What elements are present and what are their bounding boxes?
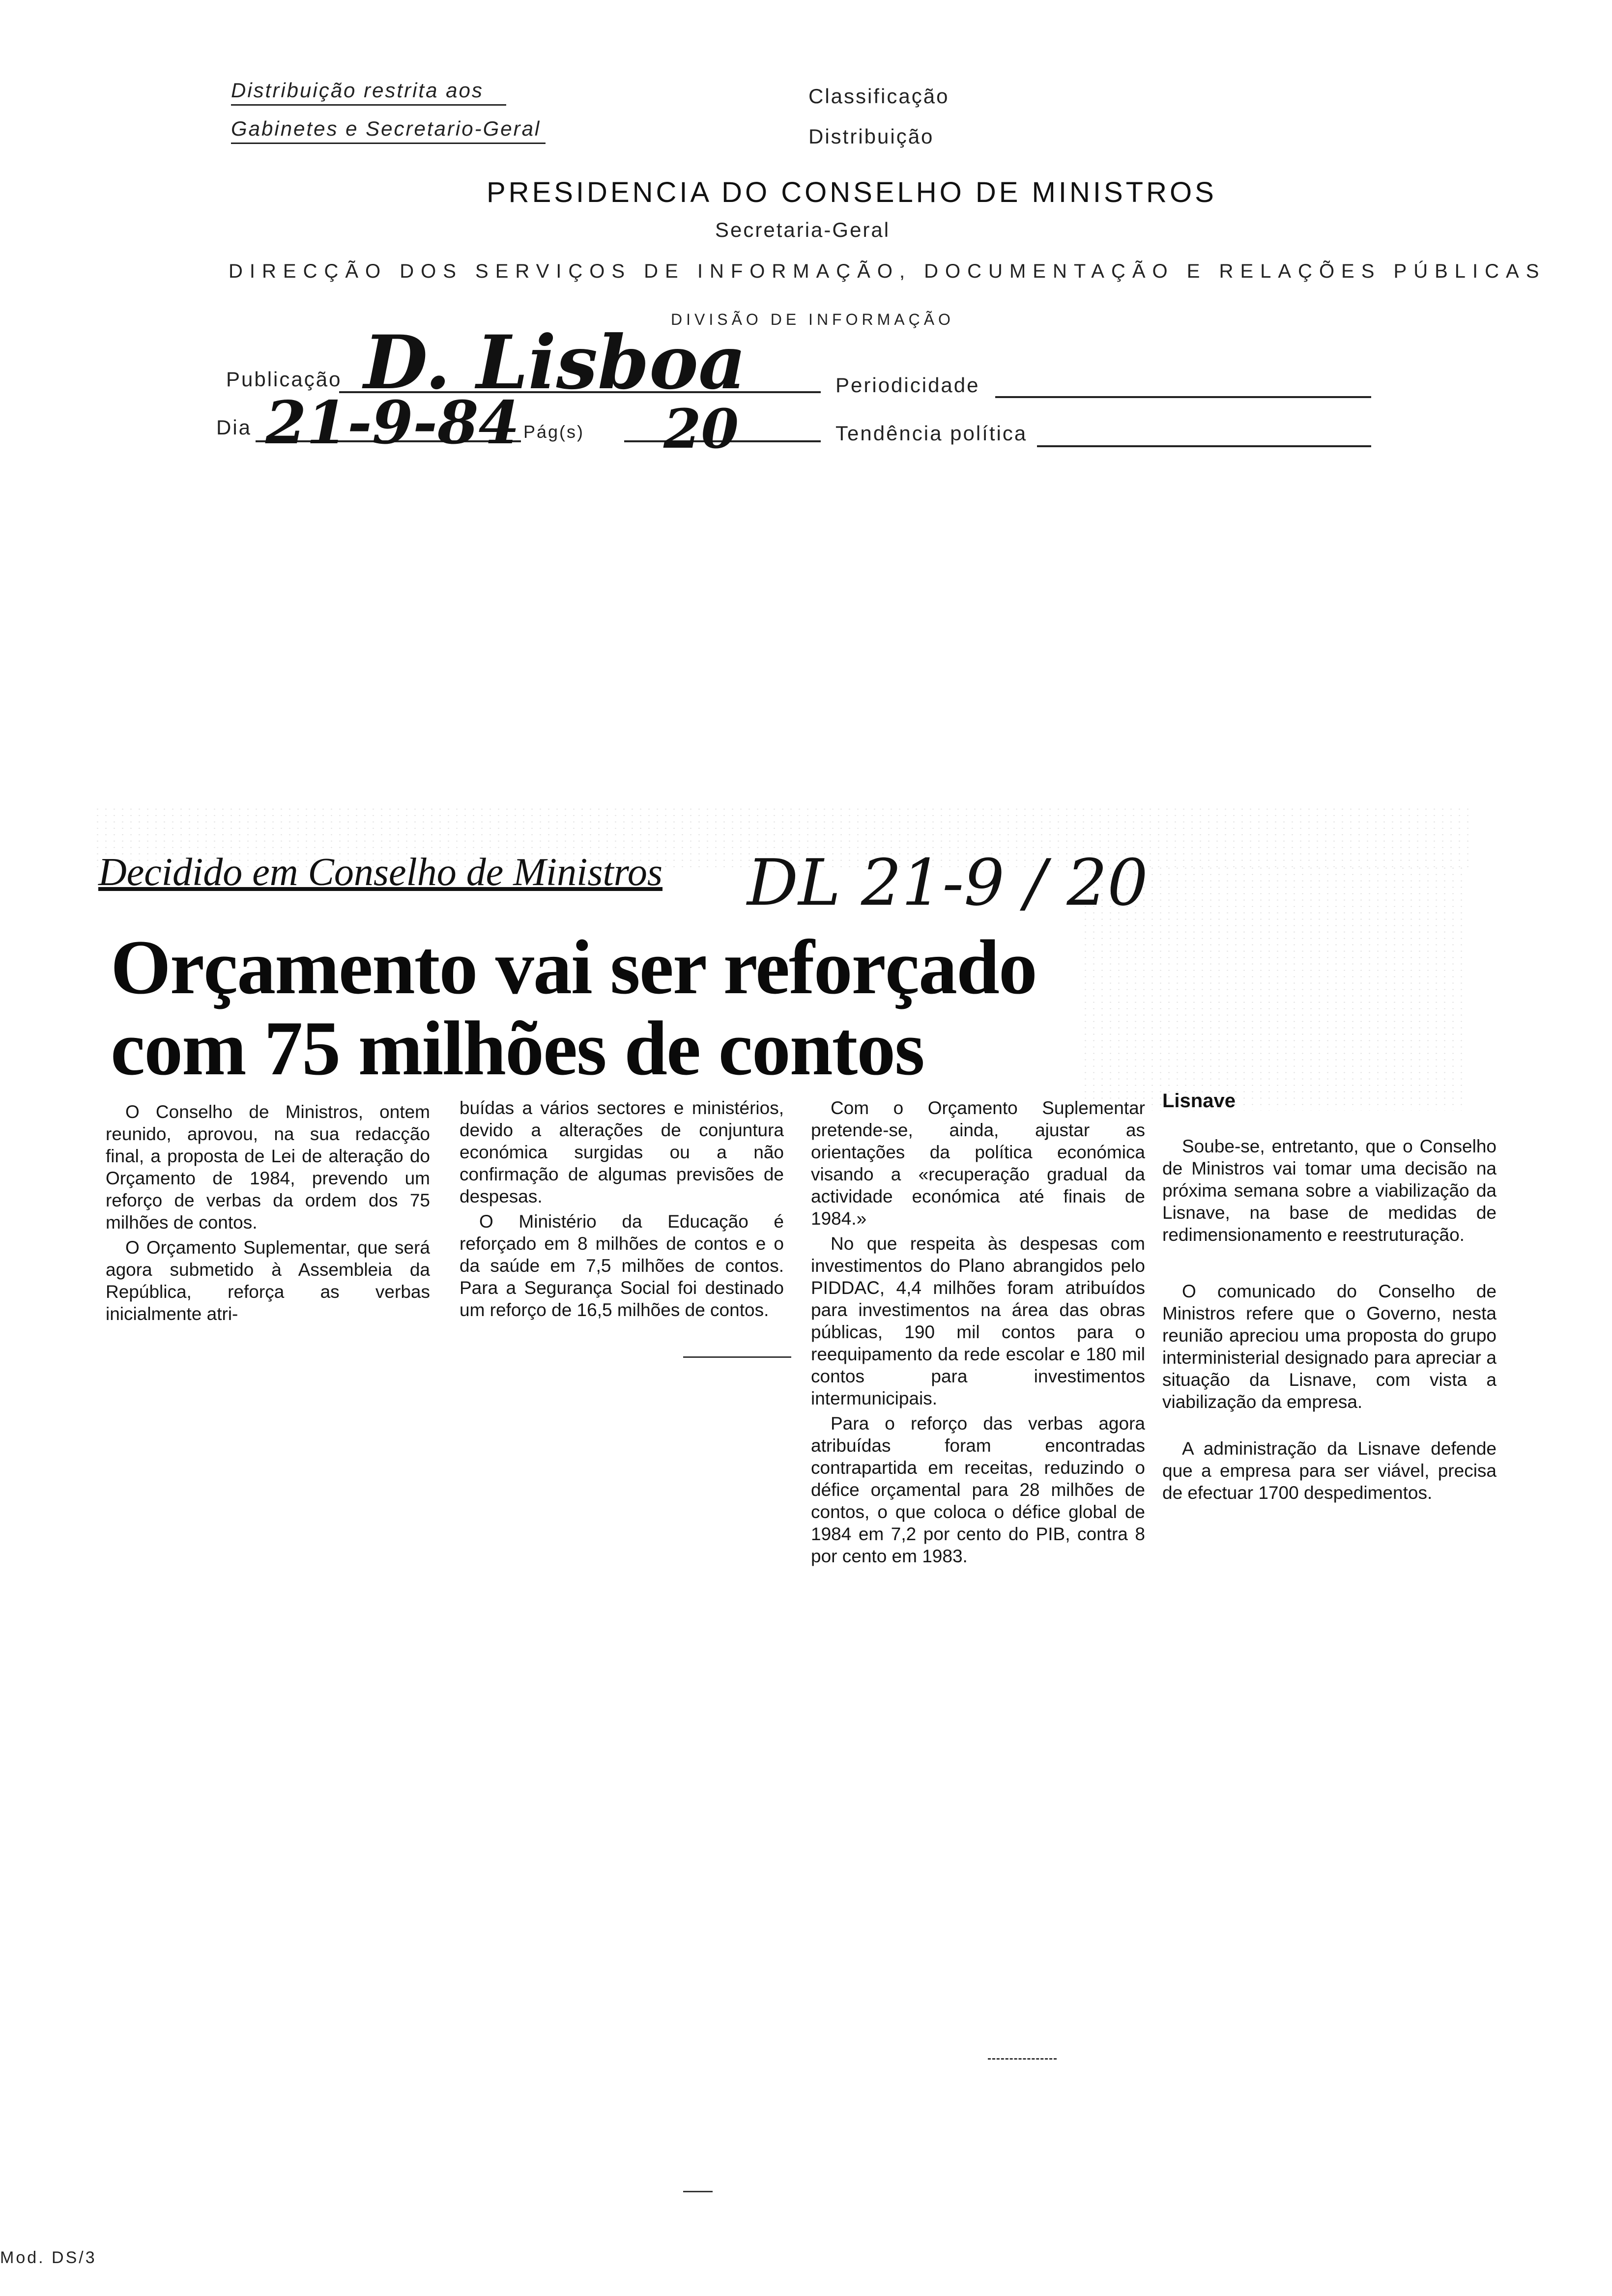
col2-paragraph-2: O Ministério da Educação é reforçado em 8 milhões de contos e o da saúde em 7,5 milhões de contos. Para a Segurança Social foi destinado um reforço de 16,5 milhões de contos. bbox=[460, 1211, 784, 1320]
headline-line1: Orçamento vai ser reforçado bbox=[111, 924, 1036, 1010]
division-line: DIVISÃO DE INFORMAÇÃO bbox=[671, 311, 954, 328]
department-line: DIRECÇÃO DOS SERVIÇOS DE INFORMAÇÃO, DOCUMENTAÇÃO E RELAÇÕES PÚBLICAS bbox=[229, 260, 1546, 282]
day-handwritten: 21-9-84 bbox=[265, 388, 520, 458]
distribution-label: Distribuição bbox=[808, 125, 934, 148]
article-column-4 bbox=[1162, 1135, 1497, 1507]
stray-mark-1 bbox=[988, 2058, 1057, 2060]
publication-handwritten: D. Lisboa bbox=[364, 319, 747, 406]
col1-paragraph-1: O Conselho de Ministros, ontem reunido, aprovou, na sua redacção final, a proposta de Lei de alteração do Orçamento de 1984, prevendo um reforço de verbas da ordem dos 75 milhões de contos. bbox=[106, 1102, 430, 1233]
article-column-1 bbox=[106, 1101, 430, 1328]
day-label: Dia bbox=[216, 416, 252, 439]
col3-paragraph-2: No que respeita às despesas com investimentos do Plano abrangidos pelo PIDDAC, 4,4 milhões foram atribuídos para investimentos na área das obras públicas, 190 mil contos para o reequipamento da rede escolar e 180 mil contos para investimentos intermunicipais. bbox=[811, 1234, 1145, 1408]
handwritten-reference: DL 21-9 / 20 bbox=[747, 845, 1148, 920]
col4-paragraph-3: A administração da Lisnave defende que a empresa para ser viável, precisa de efectuar 1700 despedimentos. bbox=[1162, 1438, 1497, 1503]
col1-paragraph-2: O Orçamento Suplementar, que será agora submetido à Assembleia da República, reforça as verbas inicialmente atri- bbox=[106, 1237, 430, 1324]
col3-paragraph-3: Para o reforço das verbas agora atribuídas foram encontradas contrapartida em receitas, reduzindo o défice orçamental para 28 milhões de contos, o que coloca o défice global de 1984 em 7,2 por cento do PIB, contra 8 por cento em 1983. bbox=[811, 1413, 1145, 1566]
article-column-3 bbox=[811, 1097, 1145, 1570]
classification-label: Classificação bbox=[808, 85, 950, 108]
col4-paragraph-2: O comunicado do Conselho de Ministros refere que o Governo, nesta reunião apreciou uma proposta do grupo interministerial designado para apreciar a situação da Lisnave, com vista a viabilização da empresa. bbox=[1162, 1281, 1497, 1412]
col4-paragraph-1: Soube-se, entretanto, que o Conselho de Ministros vai tomar uma decisão na próxima semana sobre a viabilização da Lisnave, na base de medidas de redimensionamento e reestruturação. bbox=[1162, 1136, 1497, 1245]
org-subtitle: Secretaria-Geral bbox=[715, 218, 891, 241]
org-title: PRESIDENCIA DO CONSELHO DE MINISTROS bbox=[487, 176, 1217, 208]
column-2-end-rule bbox=[683, 1356, 791, 1358]
distribution-note-line1: Distribuição restrita aos bbox=[231, 79, 506, 106]
political-field-line bbox=[1037, 445, 1371, 447]
lisnave-subheading: Lisnave bbox=[1162, 1090, 1236, 1112]
pages-label: Pág(s) bbox=[523, 422, 585, 442]
article-kicker: Decidido em Conselho de Ministros bbox=[98, 851, 663, 894]
periodicity-label: Periodicidade bbox=[835, 373, 980, 397]
publication-label: Publicação bbox=[226, 368, 342, 391]
periodicity-field-line bbox=[995, 396, 1371, 398]
headline-line2: com 75 milhões de contos bbox=[111, 1005, 924, 1091]
pages-handwritten: 20 bbox=[663, 397, 739, 460]
distribution-note-line2: Gabinetes e Secretario-Geral bbox=[231, 117, 546, 144]
col2-paragraph-1: buídas a vários sectores e ministérios, devido a alterações de conjuntura económica surgidas ou a não confirmação de algumas previsões de despesas. bbox=[460, 1098, 784, 1206]
form-code: Mod. DS/3 bbox=[0, 2248, 97, 2267]
political-label: Tendência política bbox=[835, 422, 1028, 445]
stray-mark-2 bbox=[683, 2191, 713, 2192]
article-column-2 bbox=[460, 1097, 784, 1324]
col3-paragraph-1: Com o Orçamento Suplementar pretende-se, ainda, ajustar as orientações da política económica visando a «recuperação gradual da actividade económica até finais de 1984.» bbox=[811, 1098, 1145, 1229]
